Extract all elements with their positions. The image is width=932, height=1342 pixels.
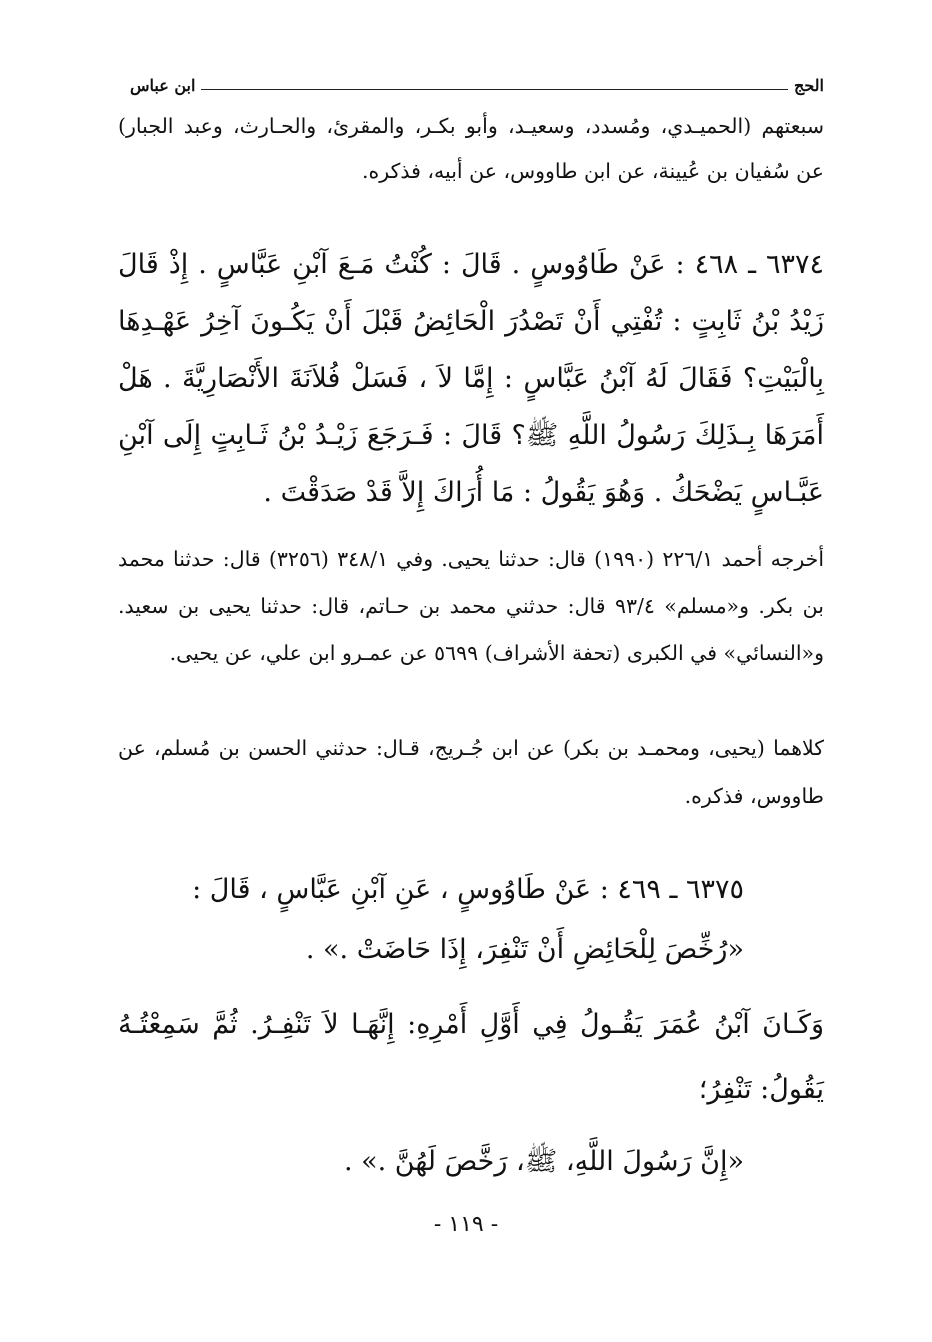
hadith-6375-umar-statement <box>118 992 824 1122</box>
intro-text: سبعتهم (الحميـدي، ومُسدد، وسعيـد، وأبو بكـر، والمقرئ، والحـارث، وعبد الجبار) عن سُفيان بن عُيينة، عن ابن طاووس، عن أبيه، فذكره. <box>118 114 824 183</box>
page-number: - ١١٩ - <box>433 1212 499 1237</box>
running-header <box>130 68 824 102</box>
hadith-6375-umar-text: وَكَـانَ آبْنُ عُمَرَ يَقُـولُ فِي أَوَّلِ أَمْرِهِ: إِنَّهَـا لاَ تَنْفِـرُ. ثُمَّ سَمِعْتُـهُ يَقُولُ: تَنْفِرُ؛ <box>118 1009 824 1105</box>
musnad-name: ابن عباس <box>130 75 196 95</box>
hadith-6375-head-text: ٦٣٧٥ ـ ٤٦٩ : عَنْ طَاوُوسٍ ، عَنِ آبْنِ عَبَّاسٍ ، قَالَ : <box>192 874 744 905</box>
hadith-6375-heading <box>118 862 824 919</box>
hadith-6375-quote2-text: «إِنَّ رَسُولَ اللَّهِ، ﷺ، رَخَّصَ لَهُنَّ .» . <box>343 1146 744 1177</box>
hadith-6374-text: ٦٣٧٤ ـ ٤٦٨ : عَنْ طَاوُوسٍ . قَالَ : كُنْتُ مَـعَ آبْنِ عَبَّاسٍ . إِذْ قَالَ زَيْدُ بْنُ ثَابِتٍ : تُفْتِي أَنْ تَصْدُرَ الْحَائِضُ قَبْلَ أَنْ يَكُـونَ آخِرُ عَهْـدِهَا بِالْبَيْتِ؟ فَقَالَ لَهُ آبْنُ عَبَّاسٍ : إِمَّا لاَ ، فَسَلْ فُلاَنَةَ الأَنْصَارِيَّةَ . هَلْ أَمَرَهَا بِـذَلِكَ رَسُولُ اللَّهِ ﷺ؟ قَالَ : فَـرَجَعَ زَيْـدُ بْنُ ثَـابِتٍ إِلَى آبْنِ عَبَّـاسٍ يَضْحَكُ . وَهُوَ يَقُولُ : مَا أُرَاكَ إِلاَّ قَدْ صَدَقْتَ . <box>118 249 824 508</box>
header-rule <box>201 89 788 90</box>
takhrij-paragraph-2 <box>118 724 824 820</box>
takhrij-paragraph-1 <box>118 536 824 677</box>
chapter-title: الحج <box>794 75 824 95</box>
intro-paragraph <box>118 104 824 194</box>
takhrij-2-text: كلاهما (يحيى، ومحمـد بن بكر) عن ابن جُـريج، قـال: حدثني الحسن بن مُسلم، عن طاووس، فذكره. <box>118 736 824 808</box>
hadith-6375-quote-2 <box>118 1134 824 1191</box>
hadith-6375-quote1-text: «رُخِّصَ لِلْحَائِضِ أَنْ تَنْفِرَ، إِذَا حَاضَتْ .» . <box>305 934 744 965</box>
hadith-6375-quote-1 <box>118 922 824 979</box>
takhrij-1-text: أخرجه أحمد ٢٢٦/١ (١٩٩٠) قال: حدثنا يحيى. وفي ٣٤٨/١ (٣٢٥٦) قال: حدثنا محمد بن بكر. و«مسلم» ٩٣/٤ قال: حدثني محمد بن حـاتم، قال: حدثنا يحيى بن سعيد. و«النسائي» في الكبرى (تحفة الأشراف) ٥٦٩٩ عن عمـرو ابن علي، عن يحيى. <box>118 547 825 665</box>
hadith-6374 <box>118 236 824 521</box>
